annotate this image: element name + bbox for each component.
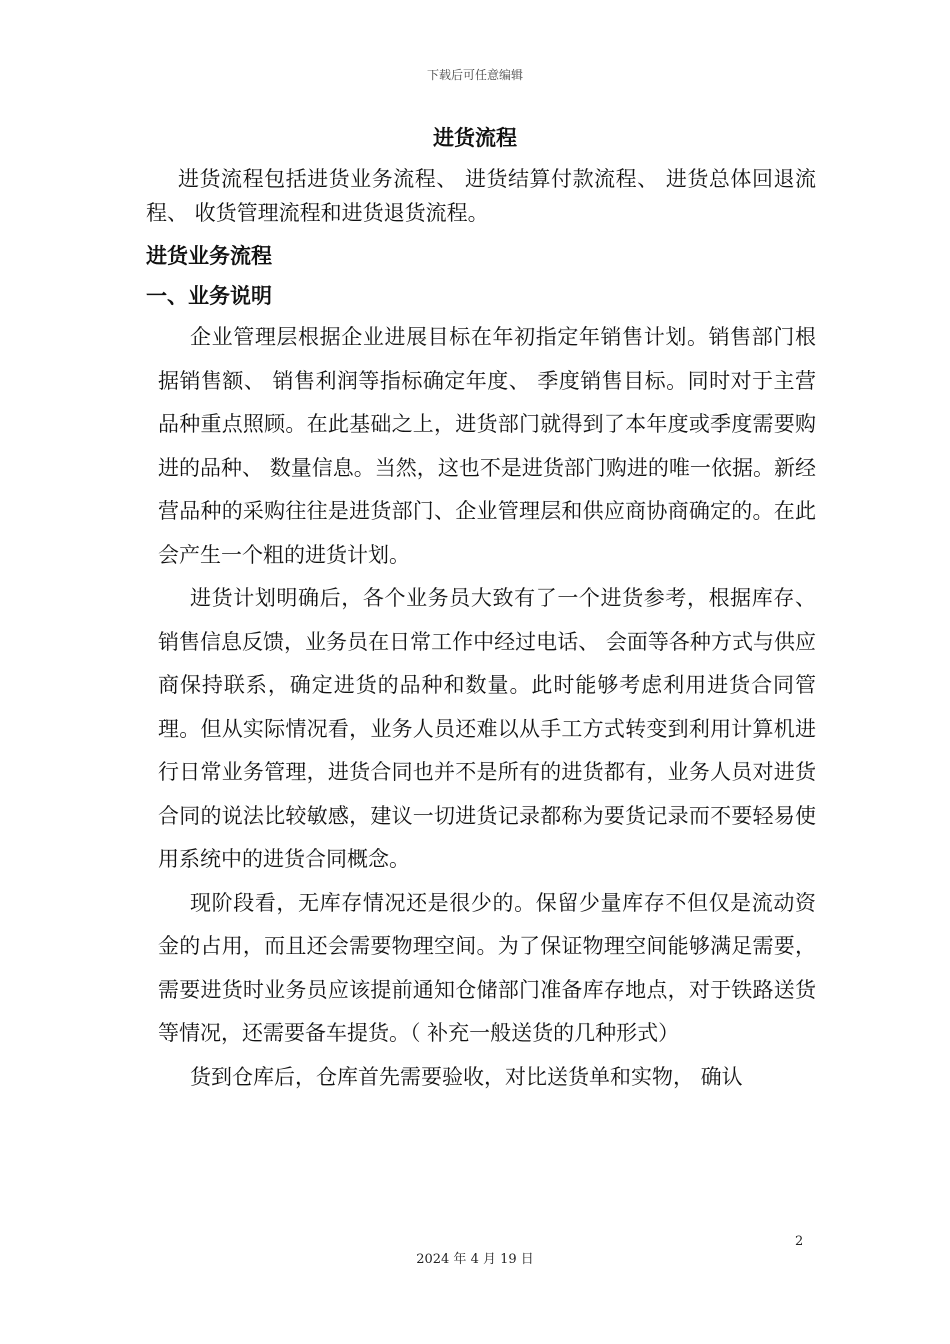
subsection-heading: 一、业务说明: [146, 284, 272, 308]
body-paragraph: 企业管理层根据企业进展目标在年初指定年销售计划。销售部门根据销售额、 销售利润等指标确定年度、 季度销售目标。同时对于主营品种重点照顾。在此基础之上，进货部门就得到了本年度或季度需要购进的品种、 数量信息。当然，这也不是进货部门购进的唯一依据。新经营品种的采购往往是进货部门、企业管理层和供应商协商确定的。在此会产生一个粗的进货计划。: [158, 325, 816, 567]
body-paragraph: 进货计划明确后，各个业务员大致有了一个进货参考，根据库存、 销售信息反馈，业务员在日常工作中经过电话、 会面等各种方式与供应商保持联系，确定进货的品种和数量。此时能够考虑利用进货合同管理。但从实际情况看，业务人员还难以从手工方式转变到利用计算机进行日常业务管理，进货合同也并不是所有的进货都有，业务人员对进货合同的说法比较敏感，建议一切进货记录都称为要货记录而不要轻易使用系统中的进货合同概念。: [158, 586, 816, 871]
document-title: 进货流程: [433, 126, 517, 150]
document-body: [146, 162, 816, 1099]
page-header: 下载后可任意编辑: [426, 68, 523, 82]
section-heading: 进货业务流程: [146, 244, 272, 268]
section-paragraphs: [146, 316, 816, 1099]
body-paragraph: 货到仓库后，仓库首先需要验收，对比送货单和实物， 确认: [190, 1064, 743, 1089]
page-footer-date: 2024 年 4 月 19 日: [416, 1252, 534, 1267]
page-number: 2: [795, 1234, 804, 1249]
intro-paragraph: 进货流程包括进货业务流程、 进货结算付款流程、 进货总体回退流程、 收货管理流程和进货退货流程。: [146, 167, 816, 225]
body-paragraph: 现阶段看，无库存情况还是很少的。保留少量库存不但仅是流动资金的占用，而且还会需要物理空间。为了保证物理空间能够满足需要，需要进货时业务员应该提前通知仓储部门准备库存地点，对于铁路送货等情况，还需要备车提货。（ 补充一般送货的几种形式）: [158, 890, 816, 1045]
